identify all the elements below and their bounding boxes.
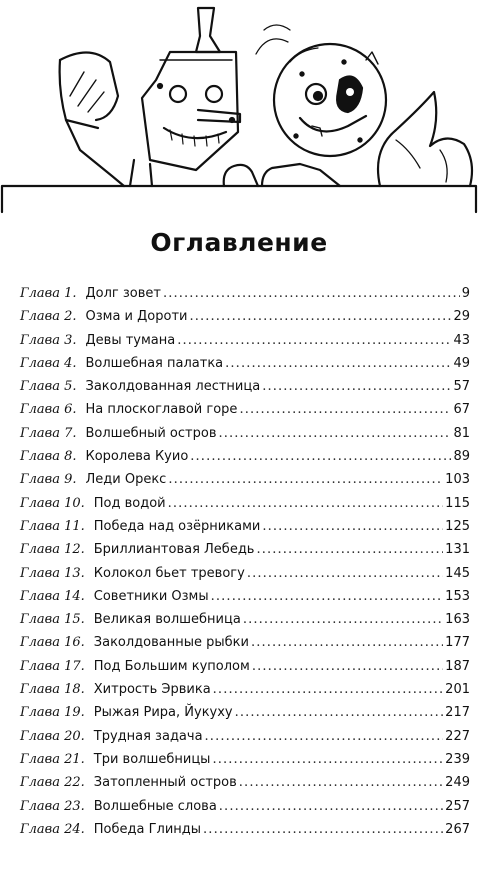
dot-leader [225, 356, 451, 371]
toc-entry [20, 799, 470, 822]
toc-entry [20, 589, 470, 612]
chapter-number: Глава 15. [20, 612, 85, 628]
dot-leader [239, 775, 443, 790]
page-number: 177 [445, 635, 470, 651]
chapter-title: Трудная задача [93, 728, 203, 744]
chapter-title: Хитрость Эрвика [93, 682, 211, 698]
chapter-title: Бриллиантовая Лебедь [93, 542, 255, 558]
page-number: 131 [445, 542, 470, 558]
dot-leader [247, 566, 443, 581]
page-number: 29 [453, 309, 470, 325]
chapter-number: Глава 5. [20, 379, 77, 395]
wall-outline [2, 186, 476, 212]
chapter-title: Леди Орекс [85, 472, 167, 488]
dot-leader [203, 822, 443, 837]
chapter-title: Три волшебницы [93, 751, 211, 767]
dot-leader [235, 705, 444, 720]
page-number: 145 [445, 565, 470, 581]
toc-entry [20, 775, 470, 798]
dot-leader [190, 449, 451, 464]
toc-entry [20, 566, 470, 589]
chapter-number: Глава 2. [20, 309, 77, 325]
page-number: 239 [445, 751, 470, 767]
chapter-number: Глава 4. [20, 355, 77, 371]
page-number: 57 [453, 379, 470, 395]
page-number: 217 [445, 705, 470, 721]
chapter-number: Глава 13. [20, 565, 85, 581]
page-number: 67 [453, 402, 470, 418]
dot-leader [252, 659, 443, 674]
chapter-number: Глава 3. [20, 332, 77, 348]
scarecrow-figure [60, 52, 124, 186]
toc-entry [20, 496, 470, 519]
chapter-title: Озма и Дороти [85, 309, 188, 325]
dot-leader [262, 519, 443, 534]
dot-leader [168, 472, 443, 487]
chapter-number: Глава 9. [20, 472, 77, 488]
chapter-number: Глава 12. [20, 542, 85, 558]
toc-entry [20, 705, 470, 728]
chapter-number: Глава 17. [20, 658, 85, 674]
chapter-number: Глава 6. [20, 402, 77, 418]
toc-entry [20, 449, 470, 472]
chapter-number: Глава 23. [20, 798, 85, 814]
chapter-title: Королева Куио [85, 449, 189, 465]
chapter-title: Победа над озёрниками [93, 518, 261, 534]
toc-entry [20, 612, 470, 635]
page-title: Оглавление [150, 228, 328, 257]
chapter-number: Глава 14. [20, 588, 85, 604]
toc-entry [20, 472, 470, 495]
page-number: 257 [445, 798, 470, 814]
dot-leader [251, 635, 443, 650]
chapter-number: Глава 19. [20, 705, 85, 721]
page-number: 115 [445, 495, 470, 511]
chapter-title: Колокол бьет тревогу [93, 565, 245, 581]
chapter-number: Глава 24. [20, 821, 85, 837]
header-illustration [0, 0, 478, 220]
chapter-title: Заколдованная лестница [85, 379, 261, 395]
toc-entry [20, 426, 470, 449]
page-number: 81 [453, 425, 470, 441]
page-number: 187 [445, 658, 470, 674]
chapter-title: Волшебный остров [85, 425, 217, 441]
page-number: 89 [453, 449, 470, 465]
dot-leader [256, 542, 443, 557]
dot-leader [168, 496, 444, 511]
toc-entry [20, 682, 470, 705]
page-number: 125 [445, 518, 470, 534]
toc-entry [20, 659, 470, 682]
chapter-title: Под водой [93, 495, 166, 511]
toc-entry [20, 542, 470, 565]
toc-entry [20, 402, 470, 425]
chapter-number: Глава 20. [20, 728, 85, 744]
chapter-number: Глава 8. [20, 449, 77, 465]
toc-entry [20, 333, 470, 356]
dot-leader [239, 402, 451, 417]
dot-leader [213, 682, 444, 697]
page-number: 163 [445, 612, 470, 628]
dot-leader [189, 309, 451, 324]
toc-entry [20, 635, 470, 658]
dot-leader [219, 799, 443, 814]
chapter-number: Глава 21. [20, 751, 85, 767]
chapter-title: Рыжая Рира, Йукуху [93, 705, 233, 721]
chapter-number: Глава 7. [20, 425, 77, 441]
toc-entry [20, 309, 470, 332]
page-number: 153 [445, 588, 470, 604]
tin-man-figure [130, 8, 240, 186]
toc-entry [20, 729, 470, 752]
page-number: 43 [453, 332, 470, 348]
chapter-title: Великая волшебница [93, 612, 241, 628]
chapter-title: Затопленный остров [93, 775, 237, 791]
dot-leader [205, 729, 444, 744]
chapter-number: Глава 22. [20, 775, 85, 791]
chapter-title: Победа Глинды [93, 821, 202, 837]
pumpkinhead-figure [274, 44, 386, 156]
chapter-title: Волшебная палатка [85, 355, 224, 371]
chapter-title: Советники Озмы [93, 588, 209, 604]
toc-entry [20, 379, 470, 402]
page-number: 267 [445, 821, 470, 837]
chapter-number: Глава 11. [20, 518, 85, 534]
dot-leader [262, 379, 451, 394]
chapter-number: Глава 18. [20, 682, 85, 698]
dot-leader [218, 426, 451, 441]
bushes [378, 92, 472, 186]
chapter-title: Под Большим куполом [93, 658, 250, 674]
hands-on-wall [224, 164, 340, 186]
chapter-title: Заколдованные рыбки [93, 635, 249, 651]
toc-entry [20, 752, 470, 775]
dot-leader [163, 286, 460, 301]
chapter-title: Долг зовет [85, 286, 161, 301]
page-number: 227 [445, 728, 470, 744]
toc-entry [20, 822, 470, 845]
page-number: 49 [453, 355, 470, 371]
toc-entry [20, 356, 470, 379]
page-number: 201 [445, 682, 470, 698]
dot-leader [243, 612, 443, 627]
dot-leader [177, 333, 451, 348]
chapter-number: Глава 1. [20, 286, 77, 301]
chapter-title: Девы тумана [85, 332, 176, 348]
chapter-title: Волшебные слова [93, 798, 217, 814]
table-of-contents [20, 286, 470, 845]
page-number: 9 [461, 286, 470, 301]
chapter-title: На плоскоглавой горе [85, 402, 238, 418]
page-number: 103 [445, 472, 470, 488]
toc-entry [20, 519, 470, 542]
chapter-number: Глава 10. [20, 495, 85, 511]
dot-leader [211, 589, 444, 604]
chapter-number: Глава 16. [20, 635, 85, 651]
page-number: 249 [445, 775, 470, 791]
toc-entry [20, 286, 470, 309]
dot-leader [212, 752, 443, 767]
